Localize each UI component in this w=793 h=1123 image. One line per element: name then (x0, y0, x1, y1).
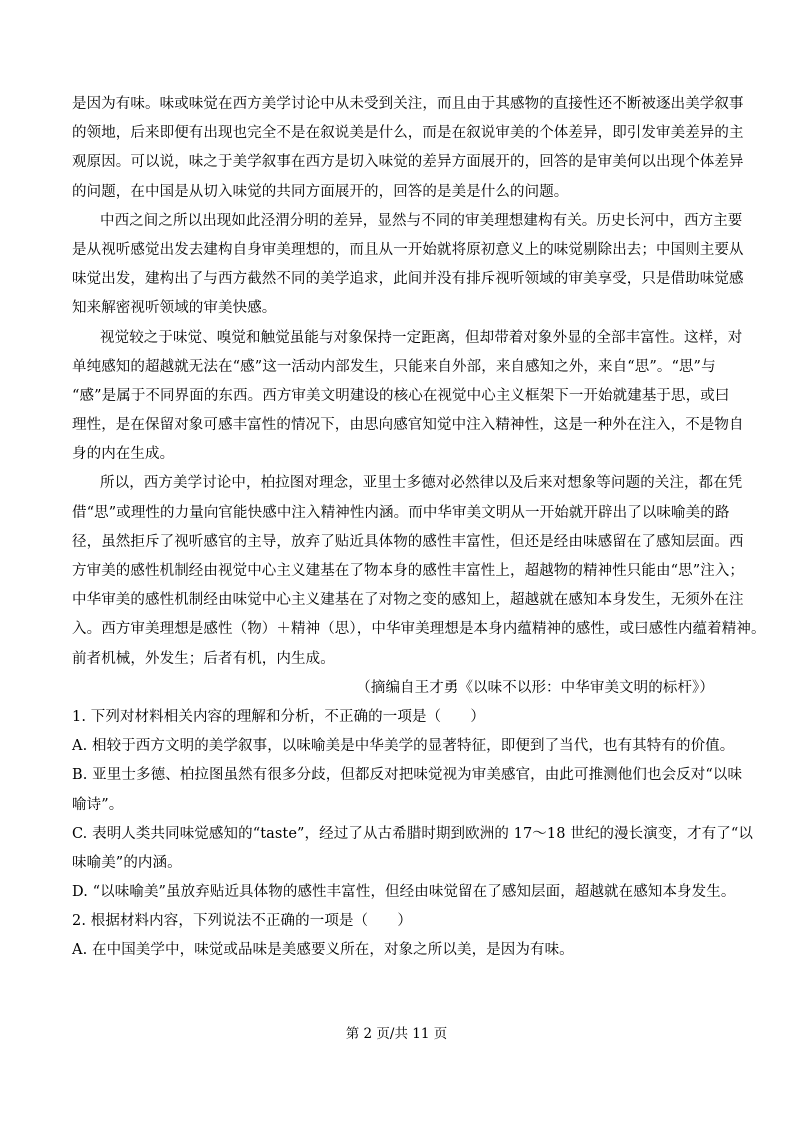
paragraph (72, 90, 744, 207)
option-a: A. 相较于西方文明的美学叙事，以味喻美是中华美学的显著特征，即便到了当代，也有其特有的价值。 (72, 738, 735, 755)
question-stem: 1. 下列对材料相关内容的理解和分析，不正确的一项是（ ） (72, 708, 485, 725)
text-line: 是因为有味。味或味觉在西方美学讨论中从未受到关注，而且由于其感物的直接性还不断被逐出美学叙事 (72, 96, 744, 112)
paragraph (72, 324, 744, 470)
option-b-continued: 喻诗”。 (72, 796, 124, 813)
option-a: A. 在中国美学中，味觉或品味是美感要义所在，对象之所以美，是因为有味。 (72, 942, 574, 959)
text-line: 理性，是在保留对象可感丰富性的情况下，由思向感官知觉中注入精神性，这是一种外在注入，不是物自 (72, 417, 744, 434)
text-line: “感”是属于不同界面的东西。西方审美文明建设的核心在视觉中心主义框架下一开始就建基于思，或曰 (72, 387, 730, 404)
option-c-continued: 味喻美”的内涵。 (72, 854, 182, 871)
option-d: D. “以味喻美”虽放弃贴近具体物的感性丰富性，但经由味觉留在了感知层面，超越就在感知本身发生。 (72, 884, 736, 901)
source-citation: （摘编自王才勇《以味不以形：中华审美文明的标杆》） (356, 679, 714, 696)
text-line: 身的内在生成。 (72, 446, 175, 463)
option-c: C. 表明人类共同味觉感知的“taste”，经过了从古希腊时期到欧洲的 17～18 世纪的漫长演变，才有了“以 (72, 825, 753, 842)
text-line: 味觉出发，建构出了与西方截然不同的美学追求，此间并没有排斥视听领域的审美享受，只是借助味觉感 (72, 271, 744, 288)
text-line: 所以，西方美学讨论中，柏拉图对理念，亚里士多德对必然律以及后来对想象等问题的关注，都在凭 (100, 475, 743, 492)
text-line: 方审美的感性机制经由视觉中心主义建基在了物本身的感性丰富性上，超越物的精神性只能由“思”注入； (72, 563, 745, 579)
text-line: 径，虽然拒斥了视听感官的主导，放弃了贴近具体物的感性丰富性，但还是经由味感留在了感知层面。西 (72, 533, 744, 550)
option-b: B. 亚里士多德、柏拉图虽然有很多分歧，但都反对把味觉视为审美感官，由此可推测他们也会反对“以味 (72, 767, 743, 784)
text-line: 前者机械，外发生；后者有机，内生成。 (72, 650, 335, 667)
text-line: 的领地，后来即便有出现也完全不是在叙说美是什么，而是在叙说审美的个体差异，即引发审美差异的主 (72, 125, 744, 142)
text-line: 中西之间之所以出现如此泾渭分明的差异，显然与不同的审美理想建构有关。历史长河中，西方主要 (100, 212, 743, 229)
text-line: 观原因。可以说，味之于美学叙事在西方是切入味觉的差异方面展开的，回答的是审美何以出现个体差异 (72, 154, 744, 171)
text-line: 知来解密视听领域的审美快感。 (72, 300, 277, 317)
page-number: 第 2 页/共 11 页 (345, 1026, 448, 1042)
text-line: 视觉较之于味觉、嗅觉和触觉虽能与对象保持一定距离，但却带着对象外显的全部丰富性。这样，对 (100, 329, 743, 346)
paragraph (72, 469, 766, 673)
question-1 (72, 703, 753, 907)
text-line: 借“思”或理性的力量向官能快感中注入精神性内涵。而中华审美文明从一开始就开辟出了以味喻美的路 (72, 504, 730, 521)
text-line: 中华审美的感性机制经由味觉中心主义建基在了对物之变的感知上，超越就在感知本身发生，无须外在注 (72, 592, 744, 609)
paragraph (72, 207, 744, 324)
text-line: 的问题，在中国是从切入味觉的共同方面展开的，回答的是美是什么的问题。 (72, 183, 569, 200)
text-line: 入。西方审美理想是感性（物）＋精神（思），中华审美理想是本身内蕴精神的感性，或曰感性内蕴着精神。 (72, 621, 766, 638)
text-line: 单纯感知的超越就无法在“感”这一活动内部发生，只能来自外部，来自感知之外，来自“思”。“思”与 (72, 358, 716, 375)
question-stem: 2. 根据材料内容，下列说法不正确的一项是（ ） (72, 913, 412, 930)
question-2 (72, 907, 722, 965)
document-body (72, 90, 766, 966)
text-line: 是从视听感觉出发去建构自身审美理想的，而且从一开始就将原初意义上的味觉剔除出去；中国则主要从 (72, 241, 744, 258)
